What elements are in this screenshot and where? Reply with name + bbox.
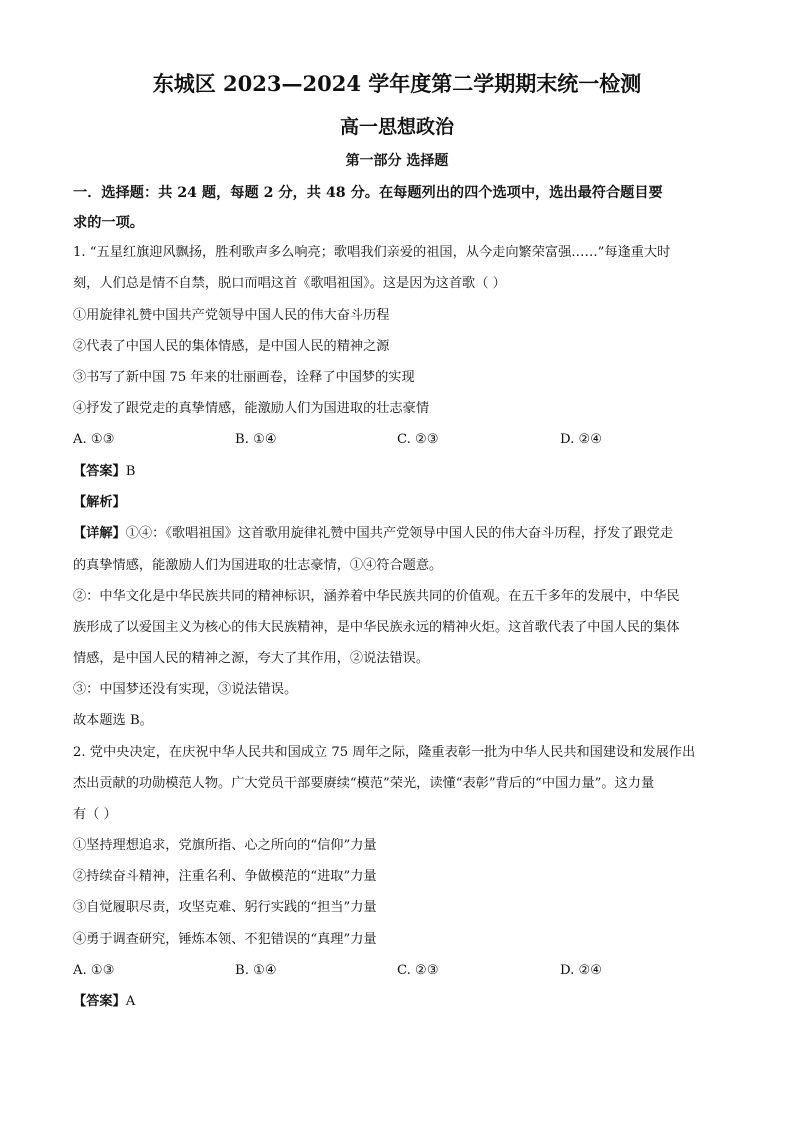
q2-item-3: ③自觉履职尽责，攻坚克难、躬行实践的“担当”力量 bbox=[73, 900, 377, 915]
q2-item-2: ②持续奋斗精神，注重名利、争做模范的“进取”力量 bbox=[73, 869, 377, 884]
q1-option-d[interactable]: D. ②④ bbox=[560, 432, 603, 447]
q2-stem-line-3: 有（ ） bbox=[73, 807, 117, 822]
q1-detail-line-1 bbox=[73, 524, 723, 544]
q2-stem-line-1: 2. 党中央决定，在庆祝中华人民共和国成立 75 周年之际，隆重表彰一批为中华人民共和国建设和发展作出 bbox=[73, 745, 696, 760]
q2-option-d[interactable]: D. ②④ bbox=[560, 963, 603, 978]
q1-answer-value: B bbox=[125, 464, 136, 479]
q1-conclusion: 故本题选 B。 bbox=[73, 713, 153, 728]
q2-answer-value: A bbox=[125, 994, 136, 1009]
q2-item-4: ④勇于调查研究，锤炼本领、不犯错误的“真理”力量 bbox=[73, 932, 377, 947]
q1-item-1: ①用旋律礼赞中国共产党领导中国人民的伟大奋斗历程 bbox=[73, 308, 390, 323]
q2-option-a[interactable]: A. ①③ bbox=[73, 963, 115, 978]
q1-item-4: ④抒发了跟党走的真挚情感，能激励人们为国进取的壮志豪情 bbox=[73, 401, 430, 416]
q2-stem-line-2: 杰出贡献的功勋模范人物。广大党员干部要赓续“模范”荣光，读懂“表彰”背后的“中国力量”。这力量 bbox=[73, 776, 655, 791]
q1-item-2: ②代表了中国人民的集体情感，是中国人民的精神之源 bbox=[73, 339, 390, 354]
instructions-line-2: 求的一项。 bbox=[73, 215, 144, 231]
q1-detail-line-3: ②：中华文化是中华民族共同的精神标识，涵养着中华民族共同的价值观。在五千多年的发展中，中华民 bbox=[73, 589, 680, 604]
q1-option-b[interactable]: B. ①④ bbox=[235, 432, 277, 447]
q1-detail-line-2: 的真挚情感，能激励人们为国进取的壮志豪情，①④符合题意。 bbox=[73, 558, 443, 573]
q2-option-b[interactable]: B. ①④ bbox=[235, 963, 277, 978]
part-heading: 第一部分 选择题 bbox=[345, 153, 449, 169]
q1-analysis-tag: 【解析】 bbox=[73, 495, 126, 510]
q1-detail-line-5: 情感，是中国人民的精神之源，夸大了其作用，②说法错误。 bbox=[73, 651, 430, 666]
q1-detail-line-4: 族形成了以爱国主义为核心的伟大民族精神，是中华民族永远的精神火炬。这首歌代表了中国人民的集体 bbox=[73, 620, 680, 635]
instructions-line-1: 一．选择题：共 24 题，每题 2 分，共 48 分。在每题列出的四个选项中，选出最符合题目要 bbox=[73, 185, 663, 201]
q1-detail-line-6: ③：中国梦还没有实现，③说法错误。 bbox=[73, 682, 298, 697]
q1-item-3: ③书写了新中国 75 年来的壮丽画卷，诠释了中国梦的实现 bbox=[73, 370, 415, 385]
q1-stem-line-2: 刻，人们总是情不自禁，脱口而唱这首《歌唱祖国》。这是因为这首歌（ ） bbox=[73, 276, 506, 291]
q1-answer-tag: 【答案】 bbox=[73, 464, 126, 479]
q2-answer-row bbox=[73, 992, 723, 1012]
exam-title: 东城区 2023—2024 学年度第二学期期末统一检测 bbox=[152, 71, 642, 96]
q1-analysis-row bbox=[73, 493, 723, 513]
q2-item-1: ①坚持理想追求，党旗所指、心之所向的“信仰”力量 bbox=[73, 838, 377, 853]
q1-option-c[interactable]: C. ②③ bbox=[397, 432, 439, 447]
q1-detail-text-1: ①④：《歌唱祖国》这首歌用旋律礼赞中国共产党领导中国人民的伟大奋斗历程，抒发了跟党走 bbox=[125, 526, 674, 541]
exam-subject: 高一思想政治 bbox=[339, 116, 454, 138]
q2-answer-tag: 【答案】 bbox=[73, 994, 126, 1009]
q1-stem-line-1: 1. “五星红旗迎风飘扬，胜利歌声多么响亮；歌唱我们亲爱的祖国，从今走向繁荣富强……”每逢重大时 bbox=[73, 245, 671, 260]
q2-option-c[interactable]: C. ②③ bbox=[397, 963, 439, 978]
q1-detail-tag: 【详解】 bbox=[73, 526, 126, 541]
q1-answer-row bbox=[73, 462, 723, 482]
q1-option-a[interactable]: A. ①③ bbox=[73, 432, 115, 447]
